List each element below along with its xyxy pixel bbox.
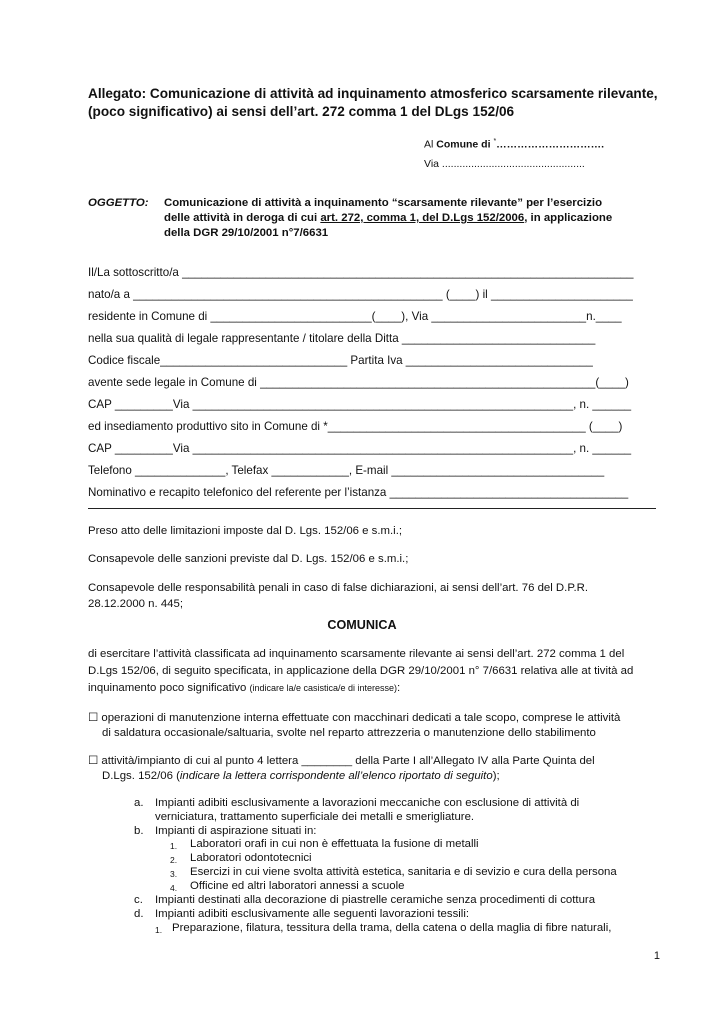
list-item-b: Impianti di aspirazione situati in: xyxy=(155,825,317,837)
option-2-line-2-start: D.Lgs. 152/06 ( xyxy=(102,770,180,782)
list-marker-b: b. xyxy=(134,825,144,837)
list-marker-a: a. xyxy=(134,797,144,809)
field-cap-via-2[interactable]: CAP _________Via ___________________________________________________________, n. ______ xyxy=(88,442,632,455)
option-2-line-2-end: ); xyxy=(492,770,500,782)
field-sede-legale[interactable]: avente sede legale in Comune di ____________________________________________________(____) xyxy=(88,376,629,389)
preamble-3-line-1: Consapevole delle responsabilità penali in caso di false dichiarazioni, ai sensi dell’art. 76 del D.P.R. xyxy=(88,582,589,594)
list-marker-c: c. xyxy=(134,894,143,906)
comunica-line-3 xyxy=(88,682,400,694)
sublist-b-item: Officine ed altri laboratori annessi a scuole xyxy=(190,880,405,892)
title-line-1: Allegato: Comunicazione di attività ad inquinamento atmosferico scarsamente rilevante, xyxy=(88,86,658,101)
sublist-b-marker: 4. xyxy=(170,883,178,893)
recipient-prefix: Al xyxy=(424,138,437,151)
sublist-b-item: Esercizi in cui viene svolta attività estetica, sanitaria e di sevizio e cura della persona xyxy=(190,866,617,878)
recipient-via: Via ................................................. xyxy=(424,158,585,170)
field-codice-fiscale[interactable]: Codice fiscale_____________________________ Partita Iva _____________________________ xyxy=(88,354,593,367)
option-manutenzione-line-2: di saldatura occasionale/saltuaria, svolte nel reparto attrezzeria o manutenzione dello stabilimento xyxy=(102,727,596,739)
comunica-line-3-note: (indicare la/e casistica/e di interesse) xyxy=(249,683,398,693)
comunica-line-1: di esercitare l’attività classificata ad inquinamento scarsamente rilevante ai sensi dell’art. 272 comma 1 del xyxy=(88,648,625,660)
oggetto-line-2-end: , in applicazione xyxy=(524,212,613,224)
sublist-b-marker: 2. xyxy=(170,855,178,865)
preamble-2: Consapevole delle sanzioni previste dal D. Lgs. 152/06 e s.m.i.; xyxy=(88,553,409,565)
recipient-comune-mark: * xyxy=(493,138,497,145)
comunica-line-2: D.Lgs 152/06, di seguito specificata, in applicazione della DGR 29/10/2001 n° 7/6631 relativa alle at tività ad xyxy=(88,665,634,677)
field-contatti[interactable]: Telefono ______________, Telefax ____________, E-mail _________________________________ xyxy=(88,464,605,477)
field-residente[interactable]: residente in Comune di _________________________(____), Via ________________________n.____ xyxy=(88,310,622,323)
recipient-comune-label: Comune di xyxy=(436,138,494,151)
list-item-a-line-1: Impianti adibiti esclusivamente a lavorazioni meccaniche con esclusione di attività di xyxy=(155,797,580,809)
list-marker-d: d. xyxy=(134,908,144,920)
oggetto-line-1: Comunicazione di attività a inquinamento “scarsamente rilevante” per l’esercizio xyxy=(164,197,603,209)
list-item-d: Impianti adibiti esclusivamente alle seguenti lavorazioni tessili: xyxy=(155,908,470,920)
oggetto-law-reference: art. 272, comma 1, del D.Lgs 152/2006 xyxy=(320,212,525,224)
sublist-d-item: Preparazione, filatura, tessitura della trama, della catena o della maglia di fibre naturali, xyxy=(172,922,612,934)
separator-line xyxy=(88,508,656,509)
option-manutenzione[interactable]: ☐ operazioni di manutenzione interna effettuate con macchinari dedicati a tale scopo, comprese le attività xyxy=(88,712,621,724)
list-item-a-line-2: verniciatura, trattamento superficiale dei metalli e smerigliature. xyxy=(155,811,475,823)
page-number: 1 xyxy=(653,950,660,962)
recipient-comune-dots: …………………………. xyxy=(496,138,605,151)
field-nato-a[interactable]: nato/a a ________________________________________________ (____) il ______________________ xyxy=(88,288,633,301)
comunica-line-3-end: : xyxy=(397,682,401,694)
oggetto-label: OGGETTO: xyxy=(88,197,149,209)
field-insediamento[interactable]: ed insediamento produttivo sito in Comune di *________________________________________ (____) xyxy=(88,420,623,433)
sublist-d-marker: 1. xyxy=(155,925,163,935)
option-2-line-2-italic: indicare la lettera corrispondente all’elenco riportato di seguito xyxy=(179,770,493,782)
recipient-comune xyxy=(424,138,604,151)
comunica-line-3-text: inquinamento poco significativo xyxy=(88,682,250,694)
oggetto-line-2-start: delle attività in deroga di cui xyxy=(164,212,321,224)
option-attivita-impianto-line-2 xyxy=(102,770,500,782)
field-referente[interactable]: Nominativo e recapito telefonico del referente per l’istanza _____________________________________ xyxy=(88,486,629,499)
sublist-b-marker: 3. xyxy=(170,869,178,879)
title-line-2: (poco significativo) ai sensi dell’art. 272 comma 1 del DLgs 152/06 xyxy=(88,104,515,119)
field-cap-via-1[interactable]: CAP _________Via ___________________________________________________________, n. ______ xyxy=(88,398,632,411)
sublist-b-marker: 1. xyxy=(170,841,178,851)
oggetto-line-3: della DGR 29/10/2001 n°7/6631 xyxy=(164,227,329,239)
sublist-b-item: Laboratori orafi in cui non è effettuata la fusione di metalli xyxy=(190,838,479,850)
option-attivita-impianto[interactable]: ☐ attività/impianto di cui al punto 4 lettera ________ della Parte I all’Allegato IV alla Parte Quinta del xyxy=(88,755,595,767)
comunica-heading: COMUNICA xyxy=(327,618,397,632)
preamble-3-line-2: 28.12.2000 n. 445; xyxy=(88,598,184,610)
list-item-c: Impianti destinati alla decorazione di piastrelle ceramiche senza procedimenti di cottura xyxy=(155,894,596,906)
preamble-1: Preso atto delle limitazioni imposte dal D. Lgs. 152/06 e s.m.i.; xyxy=(88,525,403,537)
sublist-b-item: Laboratori odontotecnici xyxy=(190,852,312,864)
field-qualita-ditta[interactable]: nella sua qualità di legale rappresentante / titolare della Ditta ______________________________ xyxy=(88,332,596,345)
field-sottoscritto[interactable]: Il/La sottoscritto/a ______________________________________________________________________ xyxy=(88,266,634,279)
oggetto-line-2 xyxy=(164,212,612,224)
